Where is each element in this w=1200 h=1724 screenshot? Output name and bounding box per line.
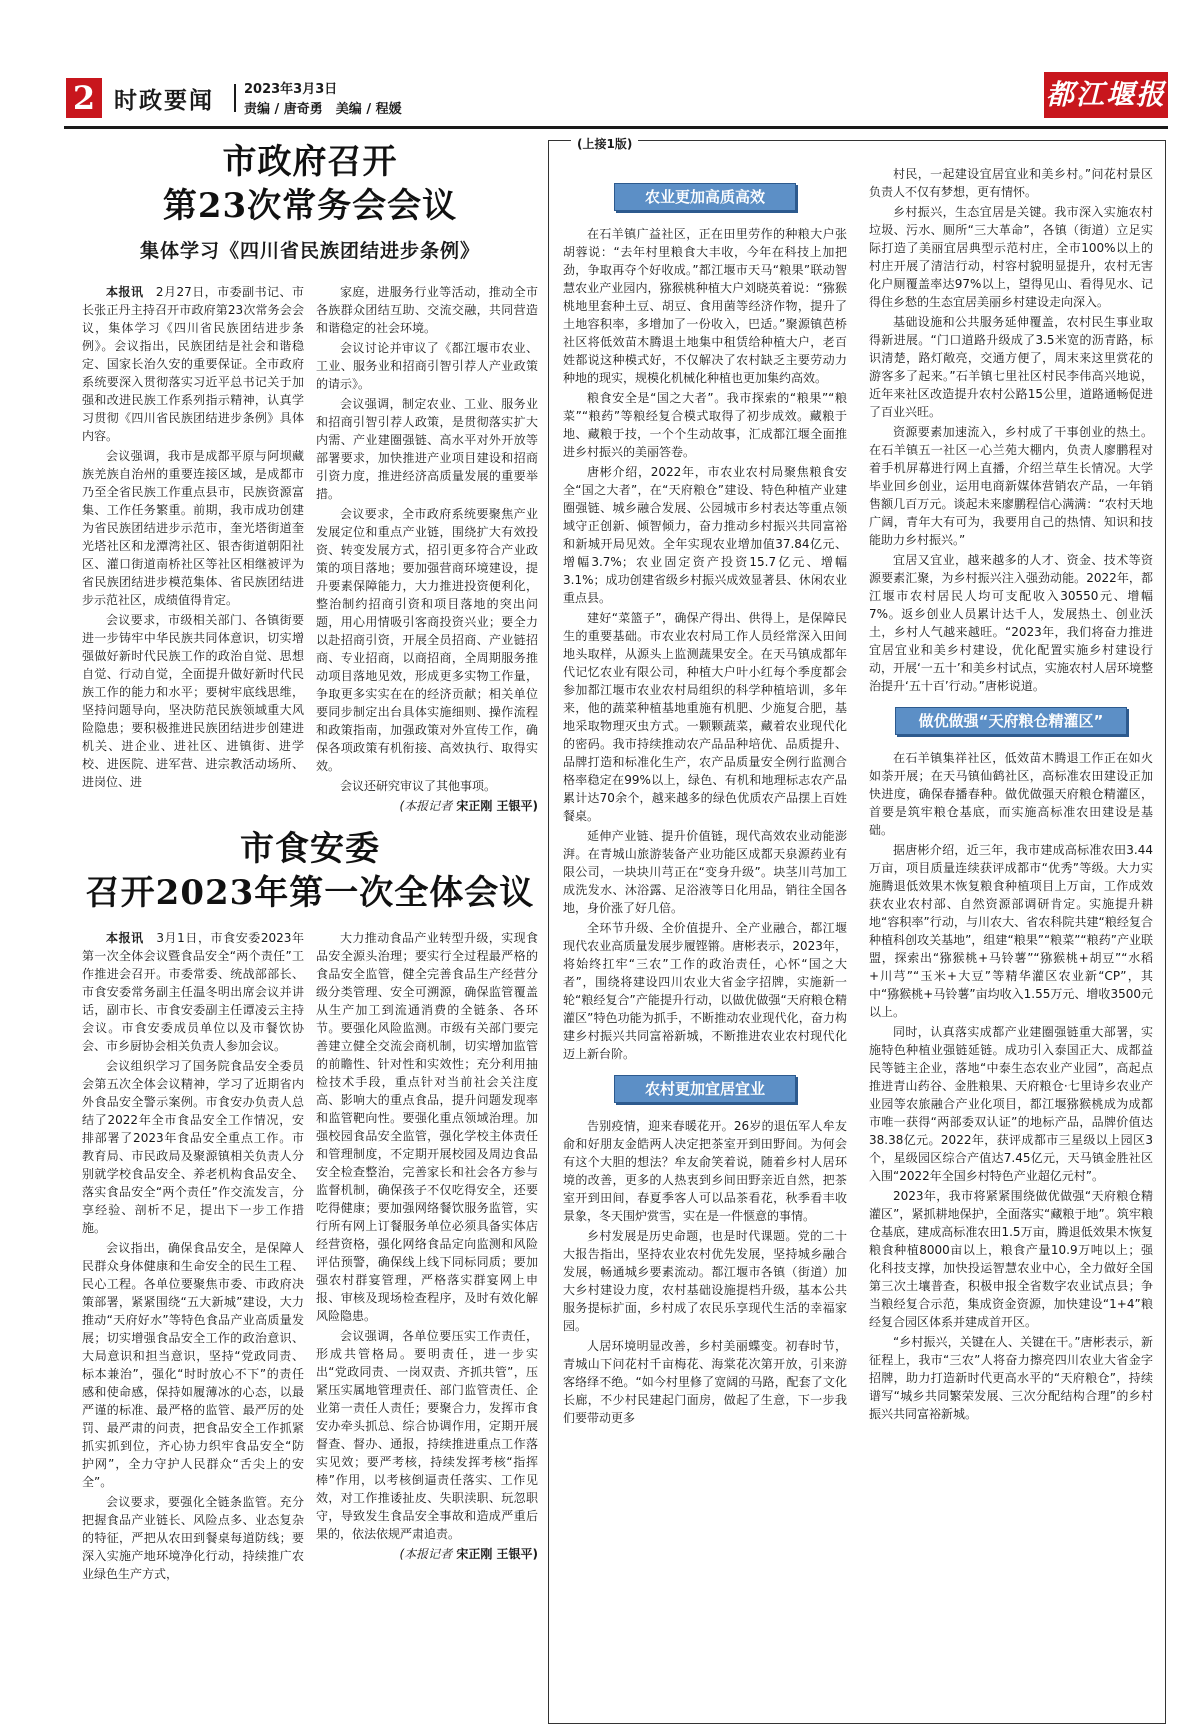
dateline-lead: 本报讯 (106, 931, 157, 945)
continued-col1 (563, 171, 847, 1429)
paragraph: 唐彬介绍，2022年，市农业农村局聚焦粮食安全“国之大者”，在“天府粮仓”建设、特色种植产业建圈强链、城乡融合发展、公园城市乡村表达等重点领域守正创新、倾智倾力，奋力推动乡村振兴共同富裕和新城开局见效。全年实现农业增加值37.84亿元、增幅3.7%；农业固定资产投资15.7亿元、增幅3.1%；成功创建省级乡村振兴成效显著县、休闲农业重点县。 (563, 465, 847, 605)
article2-headline-line1: 市食安委 (240, 829, 380, 869)
article-government-meeting (82, 140, 538, 815)
article1-headline (82, 140, 538, 228)
paragraph: 在石羊镇广益社区，正在田里劳作的种粮大户张胡蓉说：“去年村里粮食大丰收，今年在科技上加把劲，争取再夺个好收成。”都江堰市天马“粮果”联动智慧农业产业园内，猕猴桃种植大户刘晓英着说：“猕猴桃地里套种土豆、胡豆、食用菌等经济作物，提升了土地容积率，多增加了一份收入，巴适。”聚源镇芭桥社区将低效苗木腾退土地集中租赁给种植大户，老百姓都说这种模式好，不仅解决了农村缺乏主要劳动力种地的现实，规模化机械化种植也更加集约高效。 (563, 227, 847, 385)
paragraph (316, 339, 538, 393)
paragraph: 在石羊镇集祥社区，低效苗木腾退工作正在如火如荼开展；在天马镇仙鹤社区，高标准农田建设正加快进度，确保春播春种。做优做强天府粮仓精灌区，首要是筑牢粮仓基底，而实施高标准农田建设是基础。 (869, 751, 1153, 837)
article1-headline-line2: 第23次常务会会议 (162, 186, 458, 226)
article1-col1 (82, 283, 304, 815)
paragraph: 全环节升级、全价值提升、全产业融合，都江堰现代农业高质量发展步履铿锵。唐彬表示，2023年，将始终扛牢“三农”工作的政治责任，心怀“国之大者”，围绕将建设四川农业大省金字招牌，实施新一轮“粮经复合”产能提升行动，以做优做强“天府粮仓精灌区”特色功能为抓手，不断推动农业现代化，奋力构建乡村振兴共同富裕新城，不断推进农业农村现代化迈上新台阶。 (563, 921, 847, 1061)
byline-label: (本报记者 (399, 1547, 453, 1561)
paragraph-text: 会议组织学习了国务院食品安全委员会第五次全体会议精神，学习了近期省内外食品安全警示案例。市食安办负责人总结了2022年全市食品安全工作情况，安排部署了2023年食品安全重点工作。市教育局、市民政局及聚源镇相关负责人分别就学校食品安全、养老机构食品安全、落实食品安全“两个责任”作交流发言，分享经验、剖析不足，提出下一步工作措施。 (82, 1059, 304, 1235)
left-column (82, 140, 538, 1585)
continued-from-page1: (上接1版) (571, 135, 638, 152)
paragraph: 2023年，我市将紧紧围绕做优做强“天府粮仓精灌区”，紧抓耕地保护，全面落实“藏粮于地”。筑牢粮仓基底，建成高标准农田1.5万亩，腾退低效果木恢复粮食种植8000亩以上，粮食产量10.9万吨以上；强化科技支撑，加快投运智慧农业中心，全力做好全国第三次土壤普查，积极申报全省数字农业试点县；争当粮经复合示范，集成资金资源，加快建设“1+4”粮经复合园区体系并建成首开区。 (869, 1189, 1153, 1329)
paragraph: 资源要素加速流入，乡村成了干事创业的热土。在石羊镇五一社区一心兰苑大棚内，负责人廖鹏程对着手机屏幕进行网上直播，介绍兰草生长情况。大学毕业回乡创业，运用电商新媒体营销农产品，一年销售额几百万元。谈起未来廖鹏程信心满满：“农村天地广阔，青年大有可为，我要用自己的热情、知识和技能助力乡村振兴。” (869, 425, 1153, 547)
byline-label: (本报记者 (399, 799, 453, 813)
article1-headline-line1: 市政府召开 (222, 142, 398, 182)
paragraph-text: 2月27日，市委副书记、市长张正丹主持召开市政府第23次常务会会议，集体学习《四川省民族团结进步条例》。会议指出，民族团结是社会和谐稳定、国家长治久安的重要保证。全市政府系统要深入贯彻落实习近平总书记关于加强和改进民族工作系列指示精神，认真学习贯彻《四川省民族团结进步条例》具体内容。 (82, 285, 304, 443)
article2-headline (82, 827, 538, 915)
paragraph (82, 1057, 304, 1237)
article1-body (82, 283, 538, 815)
paragraph (316, 395, 538, 503)
article2-byline (316, 1545, 538, 1563)
header-rule (64, 126, 1168, 129)
continued-col2 (869, 167, 1153, 1429)
header-separator (234, 84, 236, 112)
paragraph (82, 1239, 304, 1491)
page-header (64, 78, 1168, 122)
paragraph-text: 会议要求，要强化全链条监管。充分把握食品产业链长、风险点多、业态复杂的特征，严把从农田到餐桌每道防线；要深入实施产地环境净化行动，持续推广农业绿色生产方式， (82, 1495, 304, 1581)
dateline-lead: 本报讯 (106, 285, 156, 299)
article2-col2 (316, 929, 538, 1585)
paragraph-text: 家庭，进服务行业等活动，推动全市各族群众团结互助、交流交融，共同营造和谐稳定的社会环境。 (316, 285, 538, 335)
byline-names: 宋正刚 王银平) (456, 799, 538, 813)
article1-byline (316, 797, 538, 815)
paragraph (82, 611, 304, 791)
paragraph-text: 会议强调，制定农业、工业、服务业和招商引智引荐人政策，是贯彻落实扩大内需、产业建圈强链、高水平对外开放等部署要求，加快推进产业项目建设和招商引资力度，推进经济高质量发展的重要举措。 (316, 397, 538, 501)
publication-date: 2023年3月3日 (244, 82, 338, 97)
paragraph: 乡村振兴，生态宜居是关键。我市深入实施农村垃圾、污水、厕所“三大革命”，各镇（街道）立足实际打造了美丽宜居典型示范村庄，全市100%以上的村庄开展了清洁行动，村容村貌明显提升，农村无害化户厕覆盖率达97%以上，望得见山、看得见水、记得住乡愁的生态宜居美丽乡村建设走向深入。 (869, 205, 1153, 309)
paragraph: 宜居又宜业，越来越多的人才、资金、技术等资源要素汇聚，为乡村振兴注入强劲动能。2022年，都江堰市农村居民人均可支配收入30550元、增幅7%。返乡创业人员累计达千人，发展热土、创业沃土，乡村人气越来越旺。“2023年，我们将奋力推进宜居宜业和美乡村建设，优化配置实施乡村建设行动，开展‘一五十’和美乡村试点，实施农村人居环境整治提升‘五十百’行动。”唐彬说道。 (869, 553, 1153, 693)
paragraph: 告别疫情，迎来春暖花开。26岁的退伍军人牟友俞和好朋友金皓两人决定把茶室开到田野间。为何会有这个大胆的想法？牟友俞笑着说，随着乡村人居环境的改善，更多的人热衷到乡间田野亲近自然，把茶室开到田间，春夏季客人可以品茶看花，秋季看丰收景象，冬天围炉赏雪，实在是一件惬意的事情。 (563, 1119, 847, 1223)
paragraph (316, 283, 538, 337)
paragraph (82, 1493, 304, 1583)
newspaper-logo: 都江堰报 (1044, 72, 1168, 118)
paragraph-text: 大力推动食品产业转型升级，实现食品安全源头治理；要实行全过程最严格的食品安全监管，健全完善食品生产经营分级分类管理、安全可溯源，确保监管覆盖从生产加工到流通消费的全链条、各环节。要强化风险监测。市级有关部门要完善建立健全交流会商机制，切实增加监管的前瞻性、针对性和实效性；充分利用抽检技术手段，重点针对当前社会关注度高、影响大的重点食品，提升问题发现率和监管靶向性。要强化重点领域治理。加强校园食品安全监管，强化学校主体责任和管理制度，不定期开展校园及周边食品安全检查整治，完善家长和社会各方参与监督机制，确保孩子不仅吃得安全，还要吃得健康；要加强网络餐饮服务监管，实行所有网上订餐服务单位必须具备实体店经营资格，强化网络食品定向监测和风险评估预警，确保线上线下同标同质；要加强农村群宴管理，严格落实群宴网上申报、审核及现场检查程序，及时有效化解风险隐患。 (316, 931, 538, 1323)
editors-credit: 责编 / 唐奇勇 美编 / 程媛 (244, 102, 402, 117)
article2-col1 (82, 929, 304, 1585)
article2-headline-line2: 召开2023年第一次全体会议 (85, 873, 535, 913)
paragraph (316, 929, 538, 1325)
paragraph: 粮食安全是“国之大者”。我市探索的“粮果”“粮菜”“粮药”等粮经复合模式取得了初步成效。藏粮于地、藏粮于技，一个个生动故事，汇成都江堰全面推进乡村振兴的美丽答卷。 (563, 391, 847, 459)
paragraph-text: 会议强调，各单位要压实工作责任，形成共管格局。要明责任，进一步实出“党政同责、一岗双责、齐抓共管”，压紧压实属地管理责任、部门监管责任、企业第一责任人责任；要聚合力，发挥市食安办牵头抓总、综合协调作用，定期开展督查、督办、通报，持续推进重点工作落实见效；要严考核，持续发挥考核“指挥棒”作用，以考核倒逼责任落实、工作见效，对工作推诿扯皮、失职渎职、玩忽职守，导致发生食品安全事故和造成严重后果的，依法依规严肃追责。 (316, 1329, 538, 1541)
page-number: 2 (66, 78, 102, 118)
paragraph (316, 1327, 538, 1543)
paragraph: 同时，认真落实成都产业建圈强链重大部署，实施特色种植业强链延链。成功引入泰国正大、成都益民等链主企业，落地“中泰生态农业产业园”，高起点推进青山药谷、金胜粮果、天府粮仓·七里诗乡农业产业园等农旅融合产业化项目，都江堰猕猴桃成为成都市唯一获得“两部委双认证”的地标产品，品牌价值达38.38亿元。2022年，获评成都市三星级以上园区3个，星级园区综合产值达7.45亿元，天马镇金胜社区入围“2022年全国乡村特色产业超亿元村”。 (869, 1025, 1153, 1183)
paragraph-text: 3月1日，市食安委2023年第一次全体会议暨食品安全“两个责任”工作推进会召开。市委常委、统战部部长、市食安委常务副主任温冬明出席会议并讲话，副市长、市食安委副主任谭凌云主持会议。市食安委成员单位以及市餐饮协会、市乡厨协会相关负责人参加会议。 (82, 931, 304, 1053)
continued-article-box (548, 137, 1166, 1724)
paragraph-text: 会议指出，确保食品安全，是保障人民群众身体健康和生命安全的民生工程、民心工程。各单位要聚焦市委、市政府决策部署，紧紧围绕“五大新城”建设，大力推动“天府好水”等特色食品产业高质量发展；切实增强食品安全工作的政治意识、大局意识和担当意识，坚持“党政同责、标本兼治”，强化“时时放心不下”的责任感和使命感，保持如履薄冰的心态，以最严谨的标准、最严格的监管、最严厉的处罚、最严肃的问责，把食品安全工作抓紧抓实抓到位，齐心协力织牢食品安全“防护网”，全力守护人民群众“舌尖上的安全”。 (82, 1241, 304, 1489)
paragraph: 乡村发展是历史命题，也是时代课题。党的二十大报告指出，坚持农业农村优先发展，坚持城乡融合发展，畅通城乡要素流动。都江堰市各镇（街道）加大乡村建设力度，农村基础设施提档升级，基本公共服务提标扩面，乡村成了农民乐享现代生活的幸福家园。 (563, 1229, 847, 1333)
byline-names: 宋正刚 王银平) (456, 1547, 538, 1561)
subtitle-agriculture: 农业更加高质高效 (614, 183, 796, 211)
paragraph (316, 505, 538, 775)
paragraph-text: 会议要求，市级相关部门、各镇街要进一步铸牢中华民族共同体意识，切实增强做好新时代民族工作的政治自觉、思想自觉、行动自觉，全面提升做好新时代民族工作的能力和水平；要树牢底线思维，坚持问题导向，坚决防范民族领域重大风险隐患；要积极推进民族团结进步创建进机关、进企业、进社区、进镇街、进学校、进医院、进军营、进宗教活动场所、进岗位、进 (82, 613, 304, 789)
subtitle-rural-living: 农村更加宜居宜业 (614, 1075, 796, 1103)
paragraph: “乡村振兴，关键在人、关键在干。”唐彬表示，新征程上，我市“三农”人将奋力擦亮四川农业大省金字招牌，助力打造新时代更高水平的“天府粮仓”，持续谱写“城乡共同繁荣发展、三次分配结构合理”的乡村振兴共同富裕新城。 (869, 1335, 1153, 1421)
paragraph-text: 会议强调，我市是成都平原与阿坝藏族羌族自治州的重要连接区域，是成都市乃至全省民族工作重点县市，民族资源富集、工作任务繁重。前期，我市成功创建为省民族团结进步示范市，奎光塔街道奎光塔社区和龙潭湾社区、银杏街道朝阳社区、灌口街道南桥社区等社区相继被评为省民族团结进步模范集体、省民族团结进步示范社区，成绩值得肯定。 (82, 449, 304, 607)
paragraph: 基础设施和公共服务延伸覆盖，农村民生事业取得新进展。“门口道路升级成了3.5米宽的沥青路，标识清楚，路灯敞亮，交通方便了，周末来这里赏花的游客多了起来。”石羊镇七里社区村民李伟高兴地说，近年来社区改造提升农村公路15公里，道路通畅促进了百业兴旺。 (869, 315, 1153, 419)
paragraph (316, 777, 538, 795)
article2-body (82, 929, 538, 1585)
article1-col2 (316, 283, 538, 815)
article1-subhead: 集体学习《四川省民族团结进步条例》 (139, 240, 480, 262)
article-food-safety-meeting (82, 827, 538, 1585)
paragraph (82, 283, 304, 445)
paragraph (82, 929, 304, 1055)
paragraph: 据唐彬介绍，近三年，我市建成高标准农田3.44万亩，项目质量连续获评成都市“优秀”等级。大力实施腾退低效果木恢复粮食种植项目上万亩，工作成效获农业农村部、自然资源部调研肯定。实施提升耕地“容积率”行动，与川农大、省农科院共建“粮经复合种植科创攻关基地”，组建“粮果”“粮菜”“粮药”产业联盟，探索出“猕猴桃+马铃薯”“猕猴桃+胡豆”“水稻+川芎”“玉米+大豆”等精华灌区农业新“CP”，其中“猕猴桃+马铃薯”亩均收入1.55万元、增收3500元以上。 (869, 843, 1153, 1019)
paragraph-text: 会议讨论并审议了《都江堰市农业、工业、服务业和招商引智引荐人产业政策的请示》。 (316, 341, 538, 391)
paragraph: 延伸产业链、提升价值链，现代高效农业动能澎湃。在青城山旅游装备产业功能区成都天泉源药业有限公司，一块块川芎正在“变身升级”。块茎川芎加工成洗发水、沐浴露、足浴液等日化用品，销往全国各地，身价涨了好几倍。 (563, 829, 847, 915)
paragraph-text: 会议还研究审议了其他事项。 (340, 779, 497, 793)
subtitle-granary: 做优做强“天府粮仓精灌区” (895, 707, 1127, 735)
section-title: 时政要闻 (114, 88, 214, 114)
paragraph (82, 447, 304, 609)
paragraph: 建好“菜篮子”，确保产得出、供得上，是保障民生的重要基础。市农业农村局工作人员经常深入田间地头取样，从源头上监测蔬果安全。在天马镇成都年代记忆农业有限公司，种植大户叶小红每个季度都会参加都江堰市农业农村局组织的科学种植培训，多年来，他的蔬菜种植基地重施有机肥、少施复合肥，基地采取物理灭虫方式。一颗颗蔬菜，藏着农业现代化的密码。我市持续推动农产品品种培优、品质提升、品牌打造和标准化生产，农产品质量安全例行监测合格率稳定在99%以上，绿色、有机和地理标志农产品累计达70余个，越来越多的绿色优质农产品摆上百姓餐桌。 (563, 611, 847, 823)
paragraph: 村民，一起建设宜居宜业和美乡村。”问花村景区负责人不仅有梦想，更有情怀。 (869, 167, 1153, 199)
paragraph-text: 会议要求，全市政府系统要聚焦产业发展定位和重点产业链，围绕扩大有效投资、转变发展方式，招引更多符合产业政策的项目落地；要加强营商环境建设，提升要素保障能力，大力推进投资便利化，整治制约招商引资和项目落地的突出问题，用心用情吸引客商投资兴业；要全力以赴招商引资，开展全员招商、产业链招商、专业招商，以商招商，全周期服务推动项目落地见效，形成更多实物工作量，争取更多实实在在的经济贡献；相关单位要同步制定出台具体实施细则、操作流程和政策指南，加强政策对外宣传工作，确保各项政策有机衔接、高效执行、取得实效。 (316, 507, 538, 773)
paragraph: 人居环境明显改善，乡村美丽蝶变。初春时节，青城山下问花村千亩梅花、海棠花次第开放，引来游客络绎不绝。“如今村里修了宽阔的马路，配套了文化长廊，不少村民建起门面房，做起了生意，下一步我们要带动更多 (563, 1339, 847, 1425)
continued-article-body (563, 167, 1153, 1429)
